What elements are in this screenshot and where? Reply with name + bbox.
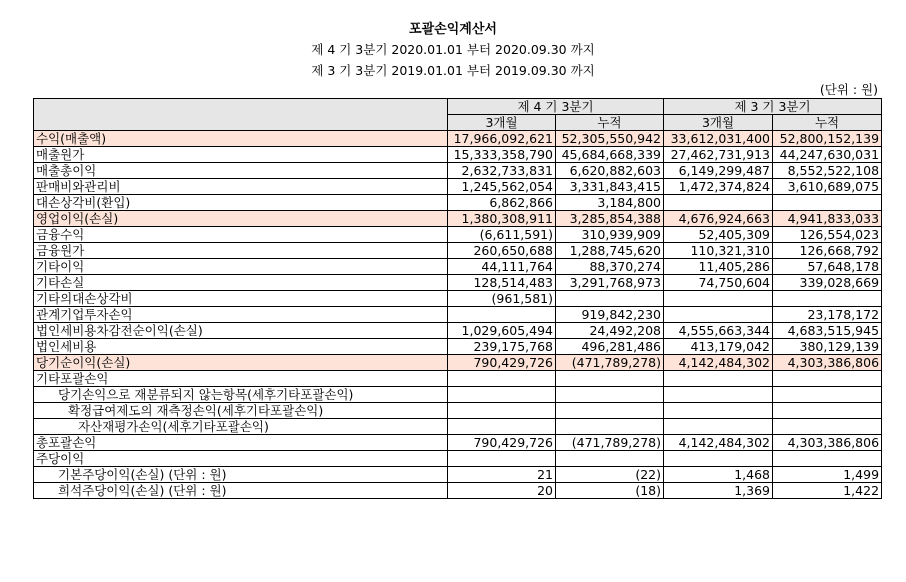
income-statement-table: [33, 98, 882, 499]
value-cell: 44,111,764: [448, 259, 556, 275]
value-cell: 4,142,484,302: [664, 355, 773, 371]
value-cell: [664, 195, 773, 211]
value-cell: 1,288,745,620: [556, 243, 664, 259]
header-group-current: 제 4 기 3분기: [448, 99, 664, 115]
value-cell: 919,842,230: [556, 307, 664, 323]
value-cell: 3,285,854,388: [556, 211, 664, 227]
row-label: 법인세비용차감전순이익(손실): [34, 323, 448, 339]
row-label: 수익(매출액): [34, 131, 448, 147]
value-cell: [773, 371, 882, 387]
value-cell: 1,245,562,054: [448, 179, 556, 195]
value-cell: [773, 195, 882, 211]
value-cell: 790,429,726: [448, 355, 556, 371]
row-label: 당기손익으로 재분류되지 않는항목(세후기타포괄손익): [34, 387, 448, 403]
value-cell: [664, 371, 773, 387]
value-cell: 1,422: [773, 483, 882, 499]
value-cell: 4,941,833,033: [773, 211, 882, 227]
value-cell: [448, 387, 556, 403]
row-label: 영업이익(손실): [34, 211, 448, 227]
value-cell: 4,676,924,663: [664, 211, 773, 227]
header-group-prior: 제 3 기 3분기: [664, 99, 882, 115]
row-label: 대손상각비(환입): [34, 195, 448, 211]
unit-label: (단위 : 원): [819, 82, 878, 97]
value-cell: [448, 451, 556, 467]
value-cell: 1,029,605,494: [448, 323, 556, 339]
period-current: 제 4 기 3분기 2020.01.01 부터 2020.09.30 까지: [311, 42, 595, 57]
table-row: [34, 387, 882, 403]
value-cell: [556, 371, 664, 387]
row-label: 희석주당이익(손실) (단위 : 원): [34, 483, 448, 499]
table-row: [34, 355, 882, 371]
value-cell: (961,581): [448, 291, 556, 307]
row-label: 매출총이익: [34, 163, 448, 179]
value-cell: 260,650,688: [448, 243, 556, 259]
value-cell: [773, 387, 882, 403]
period-prior: 제 3 기 3분기 2019.01.01 부터 2019.09.30 까지: [311, 63, 595, 78]
value-cell: [556, 403, 664, 419]
row-label: 기타이익: [34, 259, 448, 275]
row-label: 총포괄손익: [34, 435, 448, 451]
row-label: 주당이익: [34, 451, 448, 467]
header-prior-cum: 누적: [773, 115, 882, 131]
value-cell: 6,620,882,603: [556, 163, 664, 179]
value-cell: 1,369: [664, 483, 773, 499]
row-label: 자산재평가손익(세후기타포괄손익): [34, 419, 448, 435]
table-row: [34, 275, 882, 291]
value-cell: 44,247,630,031: [773, 147, 882, 163]
value-cell: 3,331,843,415: [556, 179, 664, 195]
value-cell: 126,554,023: [773, 227, 882, 243]
row-label: 법인세비용: [34, 339, 448, 355]
value-cell: [773, 419, 882, 435]
table-row: [34, 131, 882, 147]
value-cell: 4,555,663,344: [664, 323, 773, 339]
value-cell: 239,175,768: [448, 339, 556, 355]
value-cell: (18): [556, 483, 664, 499]
value-cell: 2,632,733,831: [448, 163, 556, 179]
value-cell: 496,281,486: [556, 339, 664, 355]
table-row: [34, 339, 882, 355]
header-current-3m: 3개월: [448, 115, 556, 131]
value-cell: 413,179,042: [664, 339, 773, 355]
row-label: 판매비와관리비: [34, 179, 448, 195]
value-cell: (22): [556, 467, 664, 483]
table-row: [34, 163, 882, 179]
value-cell: [664, 419, 773, 435]
table-row: [34, 147, 882, 163]
value-cell: [773, 403, 882, 419]
value-cell: [556, 291, 664, 307]
value-cell: 52,305,550,942: [556, 131, 664, 147]
value-cell: 1,472,374,824: [664, 179, 773, 195]
value-cell: 52,800,152,139: [773, 131, 882, 147]
value-cell: [556, 451, 664, 467]
table-row: [34, 483, 882, 499]
table-row: [34, 403, 882, 419]
row-label: 확정급여제도의 재측정손익(세후기타포괄손익): [34, 403, 448, 419]
value-cell: 3,610,689,075: [773, 179, 882, 195]
header-current-cum: 누적: [556, 115, 664, 131]
table-row: [34, 323, 882, 339]
value-cell: 33,612,031,400: [664, 131, 773, 147]
table-row: [34, 451, 882, 467]
value-cell: (471,789,278): [556, 355, 664, 371]
value-cell: 23,178,172: [773, 307, 882, 323]
value-cell: 17,966,092,621: [448, 131, 556, 147]
value-cell: 74,750,604: [664, 275, 773, 291]
table-row: [34, 179, 882, 195]
value-cell: (6,611,591): [448, 227, 556, 243]
value-cell: 4,142,484,302: [664, 435, 773, 451]
value-cell: [664, 291, 773, 307]
value-cell: 110,321,310: [664, 243, 773, 259]
value-cell: 1,380,308,911: [448, 211, 556, 227]
value-cell: 4,303,386,806: [773, 435, 882, 451]
value-cell: (471,789,278): [556, 435, 664, 451]
table-row: [34, 467, 882, 483]
value-cell: 15,333,358,790: [448, 147, 556, 163]
row-label: 금융원가: [34, 243, 448, 259]
row-label: 기본주당이익(손실) (단위 : 원): [34, 467, 448, 483]
table-row: [34, 291, 882, 307]
value-cell: 27,462,731,913: [664, 147, 773, 163]
row-label: 당기순이익(손실): [34, 355, 448, 371]
value-cell: 310,939,909: [556, 227, 664, 243]
table-row: [34, 195, 882, 211]
table-row: [34, 307, 882, 323]
value-cell: [556, 419, 664, 435]
row-label: 기타포괄손익: [34, 371, 448, 387]
value-cell: 1,468: [664, 467, 773, 483]
value-cell: 4,683,515,945: [773, 323, 882, 339]
row-label: 기타손실: [34, 275, 448, 291]
value-cell: [556, 387, 664, 403]
value-cell: 380,129,139: [773, 339, 882, 355]
value-cell: 20: [448, 483, 556, 499]
value-cell: 6,149,299,487: [664, 163, 773, 179]
value-cell: [664, 307, 773, 323]
value-cell: 790,429,726: [448, 435, 556, 451]
value-cell: 3,291,768,973: [556, 275, 664, 291]
value-cell: 57,648,178: [773, 259, 882, 275]
value-cell: 4,303,386,806: [773, 355, 882, 371]
table-body: [34, 131, 882, 499]
table-row: [34, 211, 882, 227]
value-cell: [664, 451, 773, 467]
table-row: [34, 243, 882, 259]
value-cell: [448, 371, 556, 387]
value-cell: [664, 387, 773, 403]
header-label-cell: [34, 99, 448, 131]
value-cell: 126,668,792: [773, 243, 882, 259]
value-cell: 6,862,866: [448, 195, 556, 211]
row-label: 관계기업투자손익: [34, 307, 448, 323]
value-cell: [773, 451, 882, 467]
table-row: [34, 435, 882, 451]
value-cell: 45,684,668,339: [556, 147, 664, 163]
value-cell: 339,028,669: [773, 275, 882, 291]
value-cell: 88,370,274: [556, 259, 664, 275]
value-cell: 24,492,208: [556, 323, 664, 339]
value-cell: 11,405,286: [664, 259, 773, 275]
value-cell: 128,514,483: [448, 275, 556, 291]
value-cell: [773, 291, 882, 307]
row-label: 금융수익: [34, 227, 448, 243]
value-cell: [448, 419, 556, 435]
statement-title: 포괄손익계산서: [409, 22, 497, 37]
value-cell: 8,552,522,108: [773, 163, 882, 179]
value-cell: 1,499: [773, 467, 882, 483]
header-prior-3m: 3개월: [664, 115, 773, 131]
value-cell: [664, 403, 773, 419]
value-cell: [448, 307, 556, 323]
value-cell: 21: [448, 467, 556, 483]
table-row: [34, 259, 882, 275]
value-cell: [448, 403, 556, 419]
row-label: 매출원가: [34, 147, 448, 163]
row-label: 기타의대손상각비: [34, 291, 448, 307]
table-row: [34, 371, 882, 387]
value-cell: 3,184,800: [556, 195, 664, 211]
table-row: [34, 227, 882, 243]
table-row: [34, 419, 882, 435]
value-cell: 52,405,309: [664, 227, 773, 243]
